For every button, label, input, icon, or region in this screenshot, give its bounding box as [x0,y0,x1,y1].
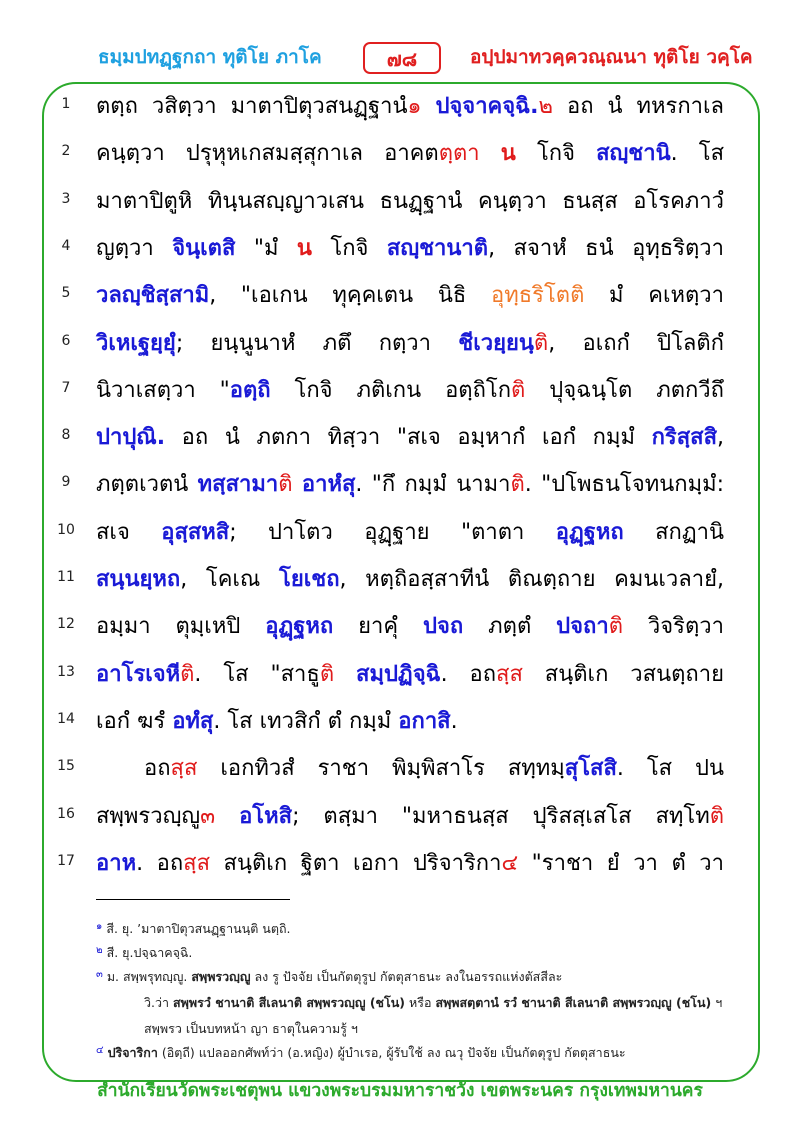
text-segment: อถ นํ ภตกา ทิสฺวา "สเจ อมฺหากํ เอกํ กมฺมํ [165,425,652,451]
text-segment: "ราชา ยํ วา ตํ วา [518,850,724,876]
highlighted-word: อาโรเจหี [96,661,181,687]
line-text [144,750,724,785]
line-text [96,656,724,691]
text-segment: . [450,708,458,734]
text-segment [293,472,302,497]
highlighted-word: ติ [510,472,525,498]
text-segment: ; ยนฺนูนาหํ ภตึ กตฺวา [175,330,459,356]
footer-institution: สำนักเรียนวัดพระเชตุพน แขวงพระบรมมหาราชวัง เขตพระนคร กรุงเทพมหานคร [97,1081,703,1101]
text-segment: ปุจฺฉนฺโต ภตกวีถึ [525,377,724,403]
footnote [96,919,291,939]
highlighted-word: ติ [533,330,549,356]
line-number: 12 [57,616,75,633]
highlighted-word: อุฏฺฐหถ [555,519,624,545]
text-line [0,604,800,652]
highlighted-word: น [296,235,312,261]
text-segment: . "ปโพธนโจทนกมฺมํ: [524,472,724,498]
highlighted-word: ติ [319,661,335,687]
line-number: 4 [61,237,71,254]
line-number: 14 [57,710,75,727]
highlighted-word: ติ [180,661,195,687]
highlighted-word: อุสฺสหสิ [161,519,230,545]
text-line [0,652,800,700]
text-segment: , โคเณ [180,567,280,592]
text-segment: มํ คเหตฺวา [584,283,724,309]
footnote [96,943,192,963]
highlighted-word: สฺส [496,661,523,687]
text-segment: . โส [670,141,724,167]
footnote-segment: สพฺพสตฺตานํ รวํ ชานาติ สีเลนาติ สพฺพรวญฺญู (ชโน) [435,995,712,1010]
highlighted-word: อโหสิ [239,803,293,829]
text-segment: . อถ [136,850,184,876]
highlighted-word: ติ [709,803,724,829]
text-line [0,84,800,132]
line-text [96,703,724,738]
text-segment [421,94,435,119]
footnote-divider [96,899,290,900]
line-number: 2 [61,143,71,160]
footnote [96,1043,626,1063]
line-text [96,325,724,360]
line-number: 17 [57,852,75,869]
text-line [0,131,800,179]
text-segment: ยาคุํ [333,614,424,640]
footnote-segment: ม. สพฺพรุทญฺญู. [102,969,192,984]
highlighted-word: ๓ [200,803,216,829]
text-segment: สเจ [96,519,162,545]
text-segment: สนฺติเก ฐิตา เอกา ปริจาริกา [210,850,502,876]
header-book-title: ธมฺมปทฏฺฐกถา ทุติโย ภาโค [98,46,322,68]
text-segment: ภตฺตํ [463,614,557,640]
text-segment [334,662,356,687]
footnote-segment: สพฺพรวํ ชานาติ สีเลนาติ สพฺพรวญฺญู (ชโน) [173,995,406,1010]
line-number: 13 [57,663,75,680]
highlighted-word: สญฺชานิ [596,141,671,167]
line-number: 7 [61,379,71,396]
text-segment: "มํ [235,235,297,261]
text-line [0,794,800,842]
text-segment: โกจิ ภติเกน อตฺถิโก [270,377,512,403]
footnote-segment: สี. ยุ.ปจฺฉาคจฺฉิ. [102,945,193,960]
line-number: 1 [61,96,71,112]
footnote-segment: หรือ [405,995,436,1010]
footnote-marker: ๔ [96,1045,104,1056]
highlighted-word: ปจถ [423,614,464,640]
highlighted-word: ปจฺจาคจฺฉิ. [435,94,539,119]
footnote [96,967,562,987]
text-segment: ตตฺถ วสิตฺวา มาตาปิตุวสนฏฺฐานํ [96,94,408,119]
highlighted-word: จินฺเตสิ [172,235,236,261]
text-segment: สนฺติเก วสนตฺถาย [522,661,724,687]
highlighted-word: อตฺถิ [229,377,271,403]
footnote-segment: ฯ [711,995,723,1010]
highlighted-word: สุโสสิ [564,756,617,782]
text-segment: อถ [144,756,171,782]
highlighted-word: ๔ [501,850,519,876]
highlighted-word: สมฺปฏิจฺฉิ [356,661,441,687]
highlighted-word: สญฺชานาติ [386,235,489,261]
text-segment: . อถ [440,661,497,687]
text-line [0,415,800,463]
highlighted-word: ปจถา [556,614,609,640]
text-segment: ; ตสฺมา "มหาธนสฺส ปุริสสฺเสโส สทฺโท [292,803,710,829]
footnote-segment: สพฺพรวญฺญู [191,969,251,984]
text-segment: สกฏานิ [623,519,724,545]
text-segment: , "เอเกน ทุคฺคเตน นิธิ [209,283,491,309]
text-line [0,368,800,416]
highlighted-word: ๒ [538,94,554,119]
text-segment: อถ นํ ทหรกาเล [553,94,725,119]
highlighted-word: อุฏฺฐหถ [265,614,334,640]
line-number: 10 [57,521,75,538]
highlighted-word: ติ [608,614,623,640]
text-segment: โกจิ [515,141,597,167]
line-number: 9 [61,474,71,491]
text-line [0,510,800,558]
highlighted-word: อาห [96,850,137,876]
highlighted-word: ทสฺสามา [197,472,279,498]
line-text [96,135,724,170]
highlighted-word: วิเหเฐยฺยุํ [96,330,176,356]
text-segment: สพฺพรวญฺญู [96,803,201,829]
line-text [96,230,724,265]
line-text [96,183,724,218]
footnote-segment: สพฺพรว เป็นบทหน้า ญา ธาตุในความรู้ ฯ [144,1021,358,1036]
header-chapter-title: อปฺปมาทวคฺควณฺณนา ทุติโย วคฺโค [470,46,753,68]
footnote-segment: ลง รู ปัจจัย เป็นกัตตุรูป กัตตุสาธนะ ลงในอรรถแห่งตัสสีละ [250,969,563,984]
text-segment: , หตฺถิอสฺสาทีนํ ติณตฺถาย คมนเวลายํ, [339,567,724,592]
text-segment: ภตฺตเวตนํ [96,472,198,498]
highlighted-word: ๑ [407,94,422,119]
footnote-segment: (อิตฺถี) แปลออกศัพท์ว่า (อ.หญิง) ผู้บำเรอ, ผู้รับใช้ ลง ณวุ ปัจจัย เป็นกัตตุรูป กัตตุสาธนะ [157,1045,626,1060]
text-segment: , [717,425,724,451]
footnote [144,993,722,1013]
line-text [96,466,724,501]
text-segment [480,141,501,166]
line-text [96,845,724,880]
line-text [96,277,724,312]
text-segment: , สจาหํ ธนํ อุทฺธริตฺวา [488,235,725,261]
text-segment: เอกทิวสํ ราชา พิมฺพิสาโร สทฺทมฺ [197,756,565,782]
highlighted-word: น [500,141,516,167]
footnote-segment: วิ.ว่า [144,995,174,1010]
text-segment: ; ปาโตว อุฏฺฐาย "ตาตา [229,519,556,545]
footnote-marker: ๒ [96,945,103,956]
footnote-marker: ๑ [96,921,103,932]
page-number-box: ๗๘ [363,42,441,74]
text-segment: นิวาเสตฺวา " [96,377,230,403]
line-number: 15 [57,758,75,775]
highlighted-word: ติ [511,377,526,403]
footnote-segment: สี. ยุ. ʼมาตาปิตุวสนฏฺฐานนฺติ นตฺถิ. [102,921,291,936]
text-segment: มาตาปิตูหิ ทินฺนสญฺญาวเสน ธนฏฺฐานํ คนฺตฺวา ธนสฺส อโรคภาวํ [96,188,724,214]
text-line [0,746,800,794]
text-line [0,557,800,605]
highlighted-word: โยเชถ [279,567,340,592]
line-text [96,561,724,596]
highlighted-word: อทํสุ [172,708,214,734]
highlighted-word: กริสฺสสิ [651,425,717,451]
text-segment: ญตฺวา [96,235,173,261]
text-line [0,226,800,274]
text-segment: , อเถกํ ปิโลติกํ [548,330,724,356]
footnote [144,1019,358,1039]
line-number: 6 [61,332,71,349]
text-segment: วิจริตฺวา [623,614,724,640]
text-segment: . โส เทวสิกํ ตํ กมฺมํ [213,708,399,734]
highlighted-word: สฺส [183,850,211,876]
highlighted-word: ปาปุณิ. [96,425,166,451]
line-text [96,608,724,643]
line-number: 5 [61,285,71,302]
highlighted-word: สนฺนยฺหถ [96,567,181,592]
line-text [96,372,724,407]
text-segment: เอกํ ฆรํ [96,708,173,734]
line-text [96,798,724,833]
highlighted-word: วลญฺชิสฺสามิ [96,283,210,309]
highlighted-word: ติ [278,472,293,498]
footnote-segment: ปริจาริกา [107,1045,158,1060]
text-line [0,841,800,889]
text-segment: คนฺตฺวา ปรุหุหเกสมสฺสุกาเล อาคต [96,141,439,167]
highlighted-word: อกาสิ [398,708,451,734]
text-segment: . โส "สาธู [194,661,320,687]
line-text [96,514,724,549]
text-segment: อมฺมา ตุมฺเหปิ [96,614,266,640]
line-number: 16 [57,805,75,822]
text-segment [215,804,239,829]
line-number: 3 [61,190,71,207]
highlighted-word: ตฺตา [438,141,480,167]
text-segment: . โส ปน [616,756,724,782]
text-segment: . "กึ กมฺมํ นามา [355,472,511,498]
highlighted-word: ชีเวยฺยนฺ [458,330,534,356]
line-number: 8 [61,427,71,444]
line-text [96,419,724,454]
highlighted-word: สฺส [170,756,198,782]
text-line [0,321,800,369]
line-text [96,88,724,123]
line-number: 11 [57,569,75,585]
text-line [0,273,800,321]
text-segment: โกจิ [311,235,387,261]
text-line [0,179,800,227]
text-line [0,699,800,747]
text-line [0,462,800,510]
highlighted-word: อุทฺธริโตติ [491,283,585,309]
highlighted-word: อาหํสุ [301,472,356,498]
footnote-marker: ๓ [96,969,103,980]
